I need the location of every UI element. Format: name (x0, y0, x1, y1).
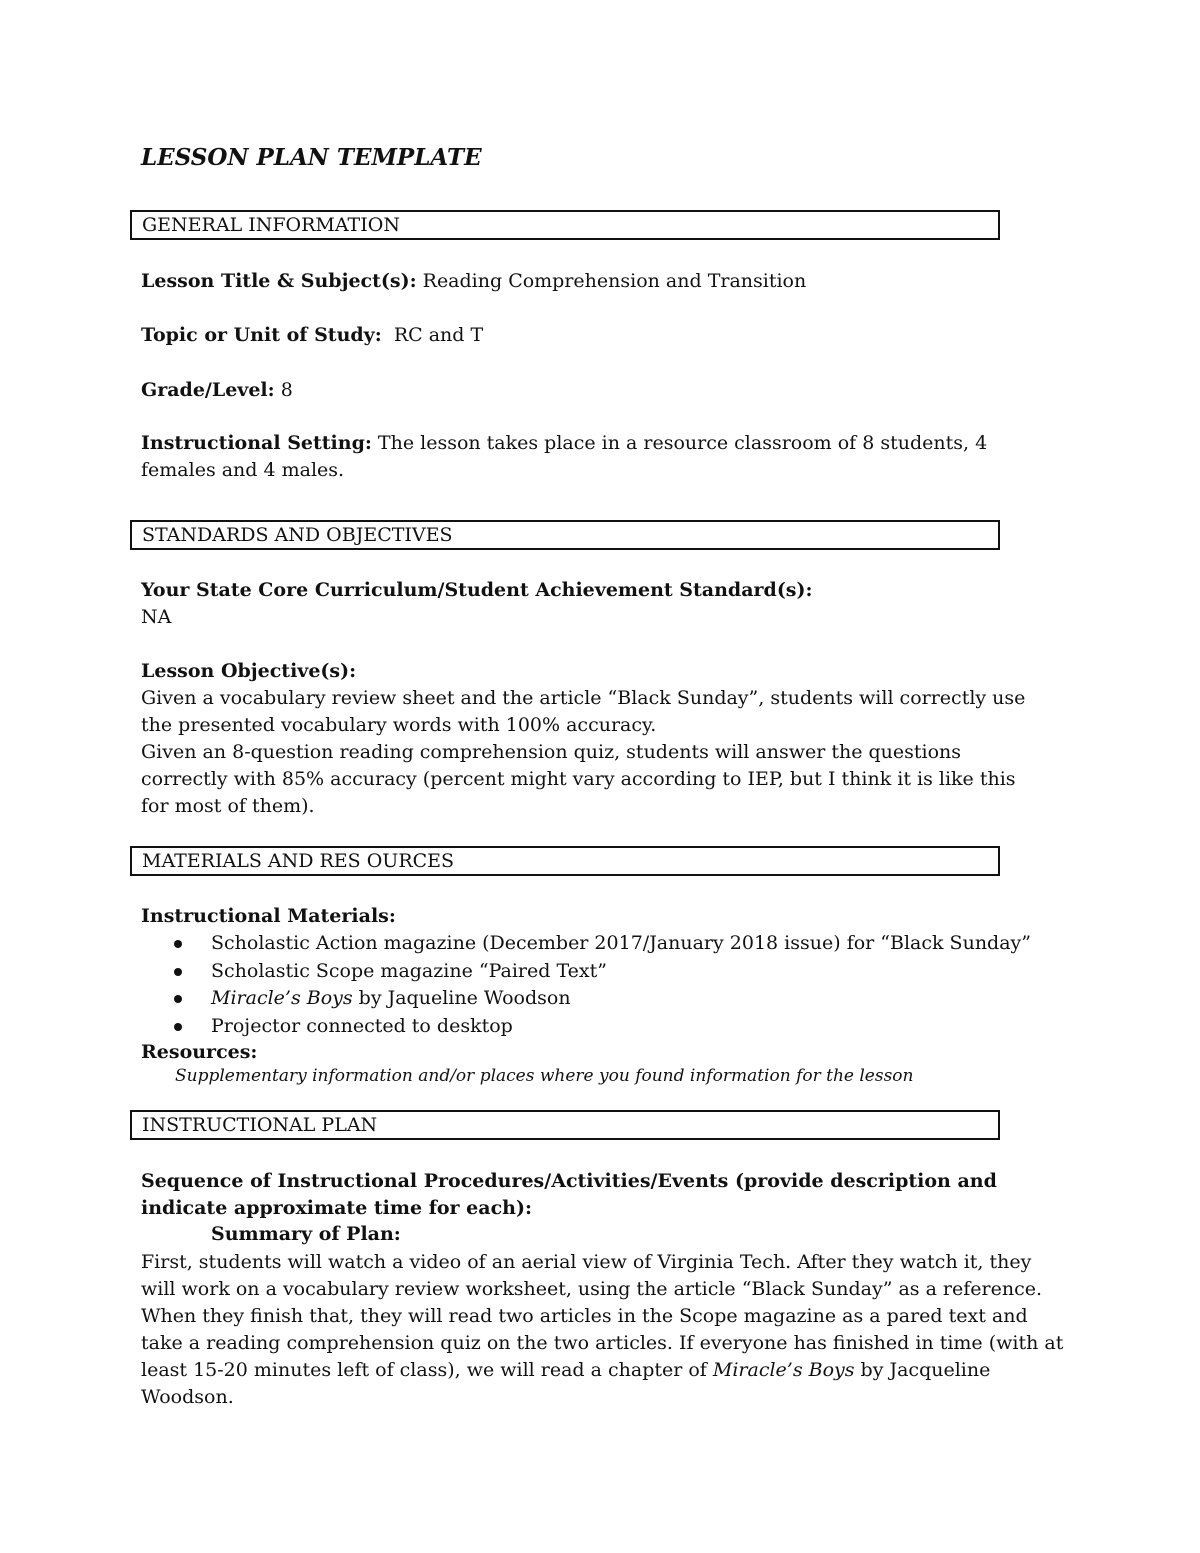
core-standards-value: NA (141, 606, 172, 628)
grade-row (141, 377, 293, 404)
resources-note: Supplementary information and/or places where you found information for the lesson (175, 1066, 914, 1086)
bullet-icon (174, 940, 182, 948)
setting-value: The lesson takes place in a resource classroom of 8 students, 4 females and 4 males. (141, 432, 988, 481)
instructional-setting-paragraph (141, 430, 1041, 484)
lesson-title-value: Reading Comprehension and Transition (416, 270, 807, 292)
section-header-label: GENERAL INFORMATION (142, 214, 400, 236)
resources-label: Resources: (141, 1041, 258, 1063)
topic-row (141, 322, 483, 349)
objective-2: Given an 8-question reading comprehension quiz, students will answer the questions correctly with 85% accuracy (percent might vary according to IEP, but I think it is like this for most of them). (141, 741, 1016, 817)
topic-label: Topic or Unit of Study: (141, 324, 382, 346)
objective-1: Given a vocabulary review sheet and the article “Black Sunday”, students will correctly use the presented vocabulary words with 100% accuracy. (141, 687, 1026, 736)
bullet-icon (174, 1023, 182, 1031)
list-item (141, 958, 1031, 986)
bullet-icon (174, 968, 182, 976)
grade-label: Grade/Level: (141, 379, 275, 401)
section-header-label: STANDARDS AND OBJECTIVES (142, 524, 453, 546)
section-header-general-information (130, 210, 1000, 240)
summary-book-title: Miracle’s Boys (712, 1359, 855, 1381)
summary-paragraph (141, 1249, 1066, 1411)
bullet-icon (174, 995, 182, 1003)
material-item-text: Scholastic Action magazine (December 2017/January 2018 issue) for “Black Sunday” (211, 932, 1031, 954)
list-item (141, 930, 1031, 958)
grade-value: 8 (274, 379, 293, 401)
section-header-label: INSTRUCTIONAL PLAN (142, 1114, 378, 1136)
document-title: LESSON PLAN TEMPLATE (141, 144, 482, 171)
lesson-title-label: Lesson Title & Subject(s): (141, 270, 417, 292)
material-book-title: Miracle’s Boys (211, 987, 353, 1009)
lesson-title-row (141, 268, 806, 295)
section-header-instructional-plan (130, 1110, 1000, 1140)
setting-label: Instructional Setting: (141, 432, 372, 454)
list-item (141, 985, 1031, 1013)
section-header-standards-objectives (130, 520, 1000, 550)
material-item-text: Scholastic Scope magazine “Paired Text” (211, 959, 607, 982)
materials-list (141, 930, 1031, 1040)
lesson-objectives-label: Lesson Objective(s): (141, 660, 357, 682)
topic-value: RC and T (381, 324, 484, 346)
section-header-materials-resources (130, 846, 1000, 876)
list-item (141, 1013, 1031, 1041)
material-item-text: Projector connected to desktop (211, 1014, 513, 1037)
summary-text-part-2: by Jacqueline Woodson. (141, 1359, 991, 1408)
summary-text-part-1: First, students will watch a video of an aerial view of Virginia Tech. After they watch it, they will work on a vocabulary review worksheet, using the article “Black Sunday” as a reference. When they finish that, they will read two articles in the Scope magazine as a pared text and take a reading comprehension quiz on the two articles. If everyone has finished in time (with at least 15-20 minutes left of class), we will read a chapter of (141, 1251, 1064, 1381)
section-header-label: MATERIALS AND RES OURCES (142, 850, 455, 872)
summary-of-plan-label: Summary of Plan: (211, 1223, 401, 1245)
core-standards-label: Your State Core Curriculum/Student Achievement Standard(s): (141, 579, 813, 601)
material-item-text: by Jaqueline Woodson (352, 987, 571, 1009)
sequence-label: Sequence of Instructional Procedures/Activities/Events (provide description and indicate approximate time for each): (141, 1170, 997, 1219)
instructional-materials-label: Instructional Materials: (141, 905, 396, 927)
